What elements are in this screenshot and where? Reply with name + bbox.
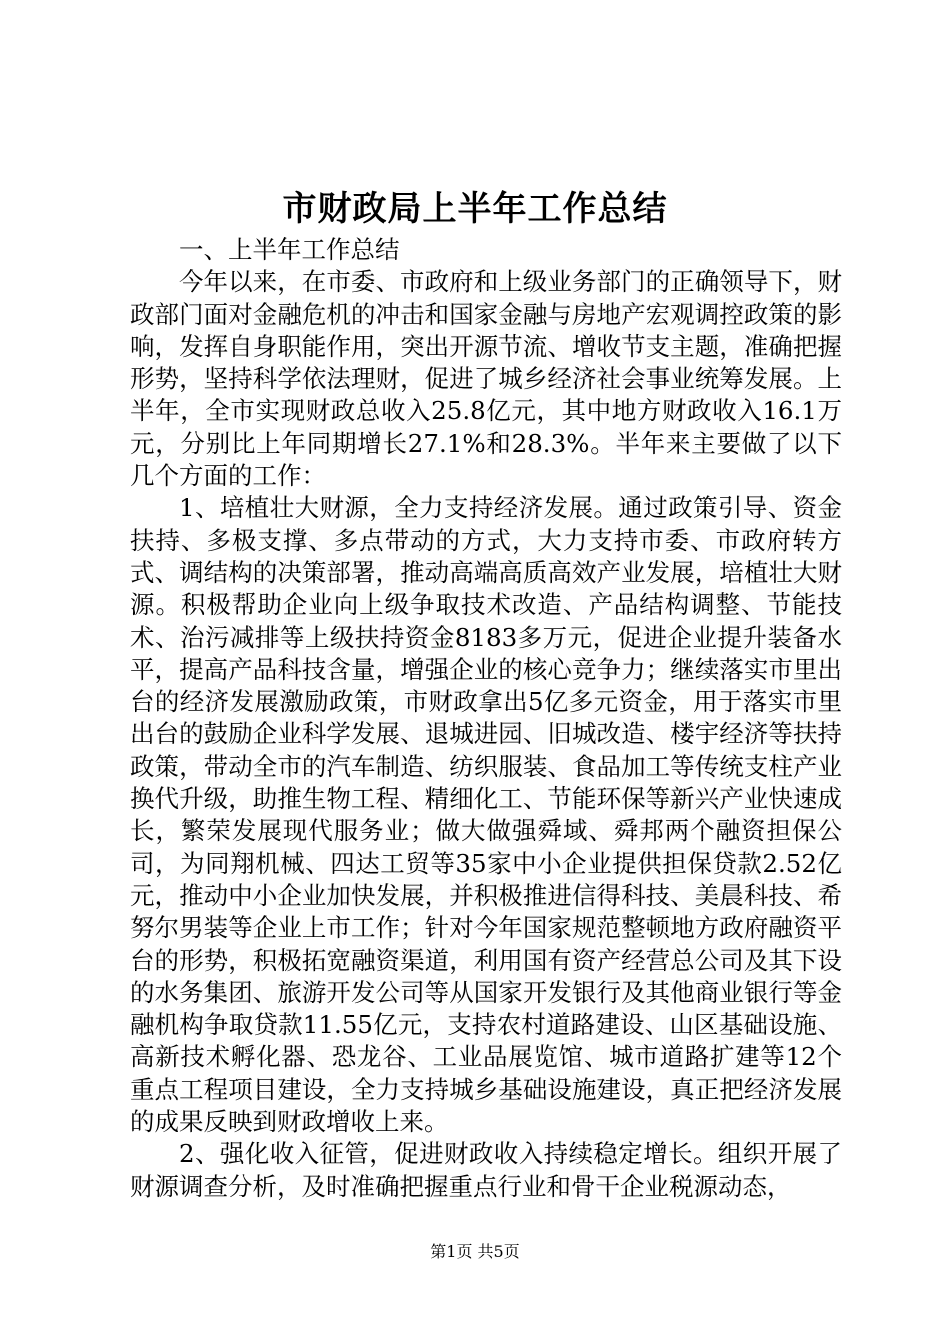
document-title: 市财政局上半年工作总结: [282, 189, 668, 229]
paragraph-item-2: 2、强化收入征管，促进财政收入持续稳定增长。组织开展了财源调查分析，及时准确把握重点行业和骨干企业税源动态，: [130, 1139, 842, 1201]
page-number-footer: 第1页 共5页: [430, 1242, 520, 1261]
paragraph-intro: 今年以来，在市委、市政府和上级业务部门的正确领导下，财政部门面对金融危机的冲击和国家金融与房地产宏观调控政策的影响，发挥自身职能作用，突出开源节流、增收节支主题，准确把握形势，坚持科学依法理财，促进了城乡经济社会事业统筹发展。上半年，全市实现财政总收入25.8亿元，其中地方财政收入16.1万元，分别比上年同期增长27.1%和28.3%。半年来主要做了以下几个方面的工作：: [130, 267, 842, 491]
paragraph-item-1: 1、培植壮大财源，全力支持经济发展。通过政策引导、资金扶持、多极支撑、多点带动的方式，大力支持市委、市政府转方式、调结构的决策部署，推动高端高质高效产业发展，培植壮大财源。积极帮助企业向上级争取技术改造、产品结构调整、节能技术、治污减排等上级扶持资金8183多万元，促进企业提升装备水平，提高产品科技含量，增强企业的核心竞争力；继续落实市里出台的经济发展激励政策，市财政拿出5亿多元资金，用于落实市里出台的鼓励企业科学发展、退城进园、旧城改造、楼宇经济等扶持政策，带动全市的汽车制造、纺织服装、食品加工等传统支柱产业换代升级，助推生物工程、精细化工、节能环保等新兴产业快速成长，繁荣发展现代服务业；做大做强舜域、舜邦两个融资担保公司，为同翔机械、四达工贸等35家中小企业提供担保贷款2.52亿元，推动中小企业加快发展，并积极推进信得科技、美晨科技、希努尔男装等企业上市工作；针对今年国家规范整顿地方政府融资平台的形势，积极拓宽融资渠道，利用国有资产经营总公司及其下设的水务集团、旅游开发公司等从国家开发银行及其他商业银行等金融机构争取贷款11.55亿元，支持农村道路建设、山区基础设施、高新技术孵化器、恐龙谷、工业品展览馆、城市道路扩建等12个重点工程项目建设，全力支持城乡基础设施建设，真正把经济发展的成果反映到财政增收上来。: [130, 493, 842, 1137]
document-body: [130, 234, 842, 1203]
paragraph-section-heading: 一、上半年工作总结: [179, 235, 400, 264]
